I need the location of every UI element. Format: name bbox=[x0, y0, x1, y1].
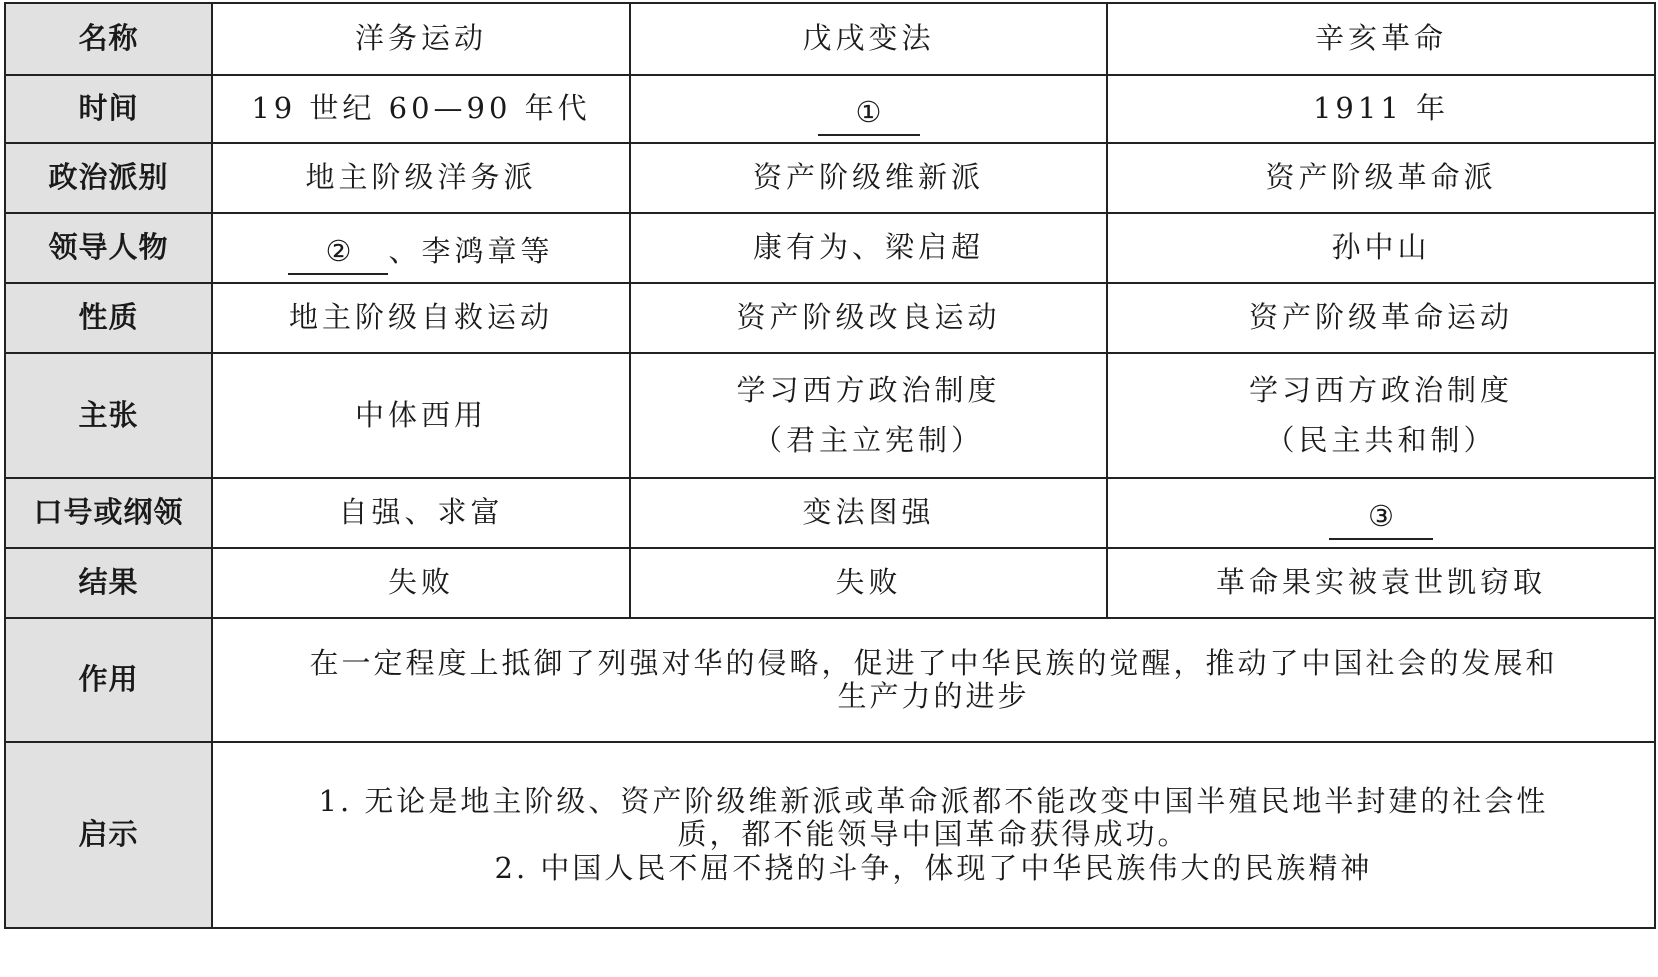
faction-yangwu: 地主阶级洋务派 bbox=[212, 143, 630, 213]
nature-xinhai: 资产阶级革命运动 bbox=[1107, 283, 1655, 353]
table-row-time bbox=[5, 75, 1655, 143]
leaders-wuxu: 康有为、梁启超 bbox=[630, 213, 1107, 283]
column-header-wuxu: 戊戌变法 bbox=[630, 3, 1107, 75]
row-header-proposal: 主张 bbox=[5, 353, 212, 478]
effect-line1: 在一定程度上抵御了列强对华的侵略，促进了中华民族的觉醒，推动了中国社会的发展和 bbox=[309, 645, 1558, 680]
row-header-insight: 启示 bbox=[5, 742, 212, 928]
fill-blank-2: ② bbox=[288, 235, 388, 274]
effect-text bbox=[212, 618, 1655, 742]
table-row-result bbox=[5, 548, 1655, 618]
time-wuxu-cell bbox=[630, 75, 1107, 143]
proposal-wuxu bbox=[630, 353, 1107, 478]
result-xinhai: 革命果实被袁世凯窃取 bbox=[1107, 548, 1655, 618]
table-row-proposal bbox=[5, 353, 1655, 478]
row-header-slogan: 口号或纲领 bbox=[5, 478, 212, 548]
effect-line2: 生产力的进步 bbox=[837, 679, 1030, 713]
table-row-effect bbox=[5, 618, 1655, 742]
nature-wuxu: 资产阶级改良运动 bbox=[630, 283, 1107, 353]
table-row-insight bbox=[5, 742, 1655, 928]
leaders-yangwu-cell bbox=[212, 213, 630, 283]
faction-wuxu: 资产阶级维新派 bbox=[630, 143, 1107, 213]
row-header-time: 时间 bbox=[5, 75, 212, 143]
insight-line1: 1. 无论是地主阶级、资产阶级维新派或革命派都不能改变中国半殖民地半封建的社会性 bbox=[318, 783, 1549, 818]
faction-xinhai: 资产阶级革命派 bbox=[1107, 143, 1655, 213]
leaders-yangwu-rest: 、李鸿章等 bbox=[388, 234, 554, 269]
table-row-nature bbox=[5, 283, 1655, 353]
column-header-xinhai: 辛亥革命 bbox=[1107, 3, 1655, 75]
row-header-faction: 政治派别 bbox=[5, 143, 212, 213]
time-yangwu: 19 世纪 60—90 年代 bbox=[212, 75, 630, 143]
slogan-xinhai-cell bbox=[1107, 478, 1655, 548]
insight-text bbox=[212, 742, 1655, 928]
leaders-xinhai: 孙中山 bbox=[1107, 213, 1655, 283]
table-row-slogan bbox=[5, 478, 1655, 548]
result-yangwu: 失败 bbox=[212, 548, 630, 618]
proposal-xinhai-line1: 学习西方政治制度 bbox=[1248, 373, 1513, 408]
proposal-wuxu-line2: （君主立宪制） bbox=[752, 422, 984, 457]
proposal-xinhai bbox=[1107, 353, 1655, 478]
table-row-name bbox=[5, 3, 1655, 75]
slogan-yangwu: 自强、求富 bbox=[212, 478, 630, 548]
proposal-wuxu-line1: 学习西方政治制度 bbox=[736, 373, 1001, 408]
history-comparison-table bbox=[4, 2, 1656, 929]
row-header-effect: 作用 bbox=[5, 618, 212, 742]
fill-blank-3: ③ bbox=[1329, 500, 1433, 539]
time-xinhai: 1911 年 bbox=[1107, 75, 1655, 143]
row-header-leaders: 领导人物 bbox=[5, 213, 212, 283]
proposal-yangwu: 中体西用 bbox=[212, 353, 630, 478]
proposal-xinhai-line2: （民主共和制） bbox=[1265, 422, 1497, 457]
fill-blank-1: ① bbox=[818, 96, 920, 135]
column-header-yangwu: 洋务运动 bbox=[212, 3, 630, 75]
row-header-result: 结果 bbox=[5, 548, 212, 618]
nature-yangwu: 地主阶级自救运动 bbox=[212, 283, 630, 353]
insight-line2: 质，都不能领导中国革命获得成功。 bbox=[677, 817, 1190, 852]
result-wuxu: 失败 bbox=[630, 548, 1107, 618]
slogan-wuxu: 变法图强 bbox=[630, 478, 1107, 548]
table-row-faction bbox=[5, 143, 1655, 213]
table-row-leaders bbox=[5, 213, 1655, 283]
insight-line3: 2. 中国人民不屈不挠的斗争，体现了中华民族伟大的民族精神 bbox=[494, 850, 1373, 885]
row-header-nature: 性质 bbox=[5, 283, 212, 353]
row-header-name: 名称 bbox=[5, 3, 212, 75]
